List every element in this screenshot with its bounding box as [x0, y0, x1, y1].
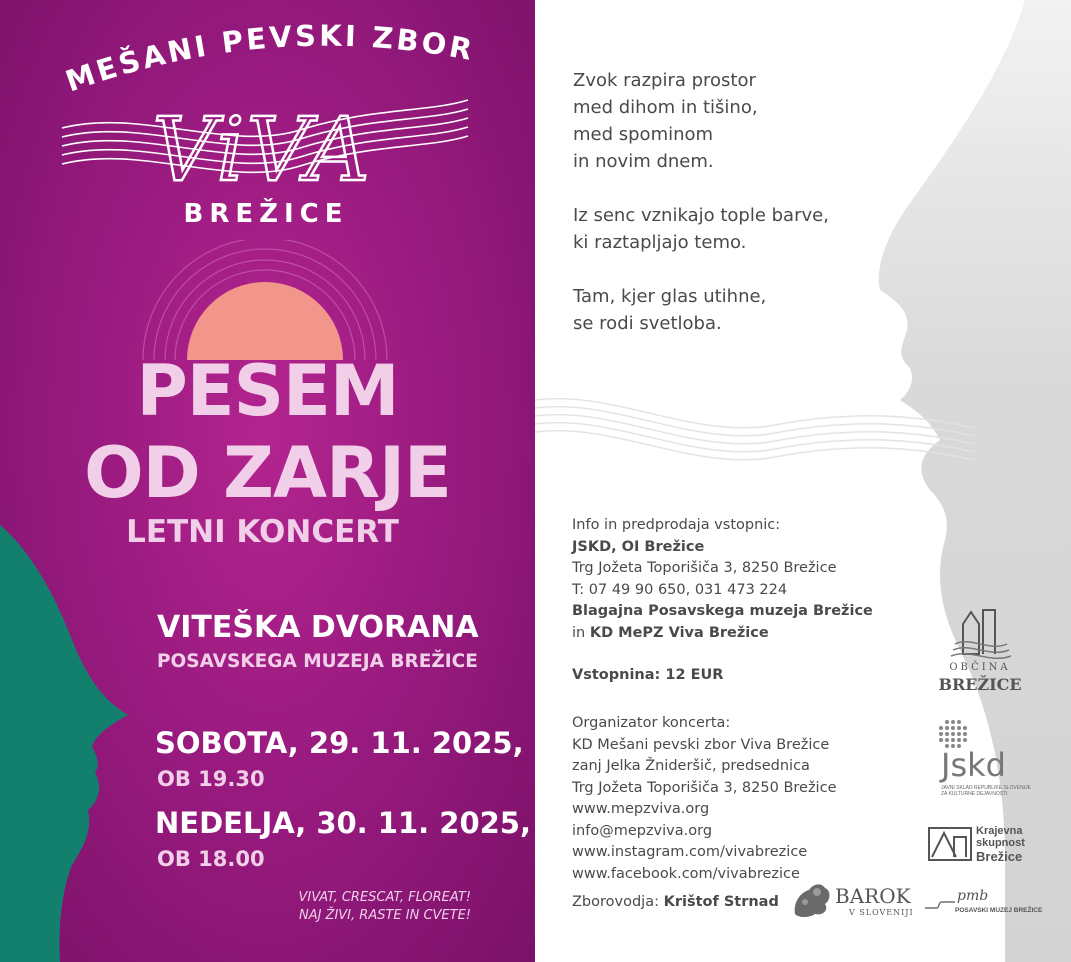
- barok-logo: [791, 880, 921, 920]
- organizer-website: www.mepzviva.org: [572, 801, 710, 817]
- time-2: OB 18.00: [157, 847, 265, 871]
- info-heading: Info in predprodaja vstopnic:: [572, 517, 781, 533]
- left-panel: [0, 0, 535, 962]
- ks-line3: Brežice: [976, 849, 1023, 864]
- motto-line1: VIVAT, CRESCAT, FLOREAT!: [298, 890, 471, 905]
- obcina-label: OBČINA: [949, 662, 1011, 673]
- info-phone: T: 07 49 90 650, 031 473 224: [572, 581, 788, 598]
- info-address: Trg Jožeta Toporišiča 3, 8250 Brežice: [572, 560, 837, 576]
- organizer-email: info@mepzviva.org: [572, 822, 713, 839]
- green-face-silhouette: [0, 525, 140, 962]
- ticket-info: [572, 515, 873, 687]
- posavski-muzej-logo: [925, 888, 1045, 918]
- ticket-price: Vstopnina: 12 EUR: [572, 667, 724, 683]
- info-org: JSKD, OI Brežice: [572, 538, 705, 555]
- conductor-label: Zborovodja:: [572, 894, 659, 910]
- poem-spacer: [573, 256, 829, 283]
- obcina-brezice-logo: [935, 604, 1025, 696]
- poem-line: se rodi svetloba.: [573, 313, 722, 334]
- info-box-office-2-row: [572, 623, 873, 645]
- pmb-text: POSAVSKI MUZEJ BREŽICE: [955, 907, 1043, 914]
- jskd-small-1: JAVNI SKLAD REPUBLIKE SLOVENIJE: [941, 785, 1031, 791]
- organizer-line: zanj Jelka Žnideršič, predsednica: [572, 758, 810, 774]
- info-in-prefix: in: [572, 624, 586, 641]
- choir-town: BREŽICE: [183, 199, 349, 229]
- jskd-label: Jskd: [941, 746, 1006, 784]
- conductor: [572, 892, 779, 914]
- barok-title: BAROK: [835, 884, 911, 908]
- info-box-office-2: KD MePZ Viva Brežice: [589, 624, 769, 641]
- pmb-signature: pmb: [957, 888, 989, 904]
- ks-line2: skupnost: [976, 837, 1025, 849]
- ks-line1: Krajevna: [976, 825, 1023, 837]
- poem-line: Zvok razpira prostor: [573, 70, 756, 91]
- barok-subtitle: V SLOVENIJI: [849, 908, 914, 917]
- organizer-line: Trg Jožeta Toporišiča 3, 8250 Brežice: [572, 779, 837, 796]
- conductor-name: Krištof Strnad: [663, 894, 779, 910]
- organizer-info: [572, 713, 836, 885]
- organizer-facebook: www.facebook.com/vivabrezice: [572, 865, 800, 882]
- organizer-line: KD Mešani pevski zbor Viva Brežice: [572, 736, 830, 753]
- organizer-instagram: www.instagram.com/vivabrezice: [572, 844, 808, 860]
- choir-logo: [0, 0, 535, 240]
- poem-line: ki raztapljajo temo.: [573, 232, 747, 253]
- angel-sculpture-icon: [791, 880, 833, 918]
- poem-line: Tam, kjer glas utihne,: [573, 286, 767, 307]
- poem-line: Iz senc vznikajo tople barve,: [573, 205, 829, 226]
- castle-icon: [935, 604, 1025, 662]
- poem-line: med dihom in tišino,: [573, 97, 758, 118]
- krajevna-skupnost-logo: [928, 825, 1038, 865]
- organizer-heading: Organizator koncerta:: [572, 715, 731, 731]
- venue-line1: VITEŠKA DVORANA: [157, 610, 479, 645]
- poem-line: med spominom: [573, 124, 714, 145]
- event-title-line2: OD ZARJE: [84, 432, 451, 514]
- ks-emblem-icon: [928, 827, 972, 861]
- date-2: NEDELJA, 30. 11. 2025,: [155, 806, 531, 840]
- venue-line2: POSAVSKEGA MUZEJA BREŽICE: [157, 651, 478, 672]
- event-title-line1: PESEM: [136, 350, 399, 432]
- sun-graphic: [140, 240, 390, 360]
- event-subtitle: LETNI KONCERT: [126, 514, 399, 550]
- info-box-office: Blagajna Posavskega muzeja Brežice: [572, 603, 873, 619]
- poem-line: in novim dnem.: [573, 151, 714, 172]
- date-1: SOBOTA, 29. 11. 2025,: [155, 726, 524, 760]
- obcina-brezice-label: BREŽICE: [938, 675, 1022, 694]
- right-panel: [535, 0, 1071, 962]
- motto-line2: NAJ ŽIVI, RASTE IN CVETE!: [298, 908, 471, 923]
- poem-spacer: [573, 175, 829, 202]
- choir-top-line: MEŠANI PEVSKI ZBOR: [61, 18, 478, 99]
- poem: [573, 67, 829, 337]
- jskd-small-2: ZA KULTURNE DEJAVNOSTI: [941, 791, 1008, 797]
- time-1: OB 19.30: [157, 767, 265, 791]
- choir-name: ViVA: [152, 98, 372, 201]
- jskd-logo: [933, 718, 1043, 798]
- pmb-line-icon: [925, 896, 955, 916]
